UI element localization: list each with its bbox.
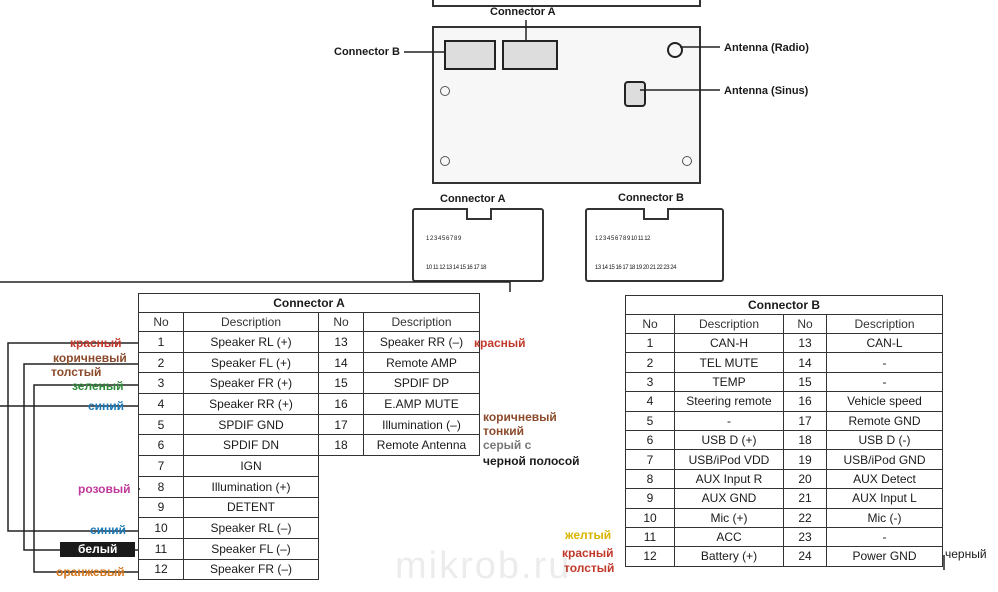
- pinout-to-table-line: [0, 282, 510, 292]
- wire-label-red: красный: [70, 336, 122, 350]
- pin-desc: Speaker RR (+): [184, 394, 319, 415]
- pin-desc: AUX Input L: [827, 489, 943, 508]
- pin-no: 6: [139, 435, 184, 456]
- table-row: [139, 476, 480, 497]
- pin-desc: AUX Detect: [827, 469, 943, 488]
- pin-desc: Battery (+): [675, 547, 784, 566]
- pin-no: 13: [319, 332, 364, 353]
- pin-desc: -: [827, 372, 943, 391]
- pin-no: 9: [139, 497, 184, 518]
- pin-no: 5: [626, 411, 675, 430]
- connector-a-table: [138, 293, 480, 580]
- pin-no: 20: [784, 469, 827, 488]
- pin-desc: SPDIF DN: [184, 435, 319, 456]
- pin-desc: Speaker RL (+): [184, 332, 319, 353]
- pin-desc: TEL MUTE: [675, 353, 784, 372]
- pin-desc: USB D (+): [675, 430, 784, 449]
- table-a-header-desc: Description: [184, 313, 319, 332]
- table-b-caption: Connector B: [626, 296, 943, 315]
- wire-label-blue: синий: [88, 399, 125, 413]
- pin-desc: IGN: [184, 456, 319, 477]
- table-a-header-no2: No: [319, 313, 364, 332]
- table-row: [626, 547, 943, 566]
- pinout-b-title: Connector B: [618, 192, 684, 204]
- pin-desc: -: [827, 527, 943, 546]
- wire-label-green: зеленый: [72, 379, 124, 393]
- pin-desc: Speaker RR (–): [364, 332, 480, 353]
- table-row: [626, 353, 943, 372]
- pin-no: 5: [139, 414, 184, 435]
- pin-desc: USB D (-): [827, 430, 943, 449]
- watermark: mikrob.ru: [395, 545, 572, 587]
- pin-desc: Remote AMP: [364, 352, 480, 373]
- table-row: [626, 469, 943, 488]
- pin-no: 9: [626, 489, 675, 508]
- pinout-a-top-row: 1 2 3 4 5 6 7 8 9: [426, 236, 461, 242]
- wire-label-blue-2: синий: [90, 523, 127, 537]
- pinout-b-bottom-row: 13 14 15 16 17 18 19 20 21 22 23 24: [595, 265, 676, 271]
- pin-no: 22: [784, 508, 827, 527]
- table-row: [626, 411, 943, 430]
- table-row: [139, 332, 480, 353]
- table-row: [139, 394, 480, 415]
- pin-no: 12: [139, 559, 184, 580]
- table-row: [139, 497, 480, 518]
- wire-label-pink: розовый: [78, 482, 131, 496]
- pin-no: 15: [784, 372, 827, 391]
- connector-a-callout: Connector A: [490, 6, 556, 18]
- pin-desc: CAN-L: [827, 334, 943, 353]
- table-b-header-no2: No: [784, 315, 827, 334]
- table-a-header-desc2: Description: [364, 313, 480, 332]
- pin-no: 19: [784, 450, 827, 469]
- pin-no: 18: [319, 435, 364, 456]
- wire-label-orange: оранжевый: [56, 565, 125, 579]
- pin-desc: Vehicle speed: [827, 392, 943, 411]
- wire-label-brown-thick-2: толстый: [51, 365, 102, 379]
- pin-no: 11: [139, 538, 184, 559]
- table-a-header-no: No: [139, 313, 184, 332]
- pin-no: 4: [626, 392, 675, 411]
- table-b-header-desc: Description: [675, 315, 784, 334]
- pin-desc: -: [827, 353, 943, 372]
- wire-label-black: черный: [945, 547, 987, 561]
- pin-no: 16: [784, 392, 827, 411]
- table-row: [139, 373, 480, 394]
- table-row: [139, 456, 480, 477]
- pin-no: 6: [626, 430, 675, 449]
- table-row: [626, 489, 943, 508]
- pin-no: 18: [784, 430, 827, 449]
- pin-desc: Speaker FR (+): [184, 373, 319, 394]
- pin-desc: DETENT: [184, 497, 319, 518]
- pin-desc: Power GND: [827, 547, 943, 566]
- pin-desc: AUX GND: [675, 489, 784, 508]
- pin-desc: Remote Antenna: [364, 435, 480, 456]
- pin-desc: SPDIF GND: [184, 414, 319, 435]
- table-row: [139, 414, 480, 435]
- pin-desc: -: [675, 411, 784, 430]
- table-row: [139, 518, 480, 539]
- pin-desc: E.AMP MUTE: [364, 394, 480, 415]
- table-row: [626, 450, 943, 469]
- pin-no: 3: [139, 373, 184, 394]
- pin-desc: Steering remote: [675, 392, 784, 411]
- pinout-b-top-row: 1 2 3 4 5 6 7 8 9 10 11 12: [595, 236, 650, 242]
- pin-no: 21: [784, 489, 827, 508]
- pin-desc: SPDIF DP: [364, 373, 480, 394]
- pin-no: 17: [319, 414, 364, 435]
- pin-no: 8: [626, 469, 675, 488]
- pin-no: 10: [626, 508, 675, 527]
- pin-desc: Mic (-): [827, 508, 943, 527]
- pin-desc: Illumination (–): [364, 414, 480, 435]
- pin-no: 1: [139, 332, 184, 353]
- wire-label-brown-thin-2: тонкий: [483, 424, 525, 438]
- pin-desc: Mic (+): [675, 508, 784, 527]
- table-row: [626, 392, 943, 411]
- pin-no: 2: [139, 352, 184, 373]
- pin-desc: ACC: [675, 527, 784, 546]
- pin-no: 23: [784, 527, 827, 546]
- pin-no: 24: [784, 547, 827, 566]
- pin-desc: AUX Input R: [675, 469, 784, 488]
- table-b-header-desc2: Description: [827, 315, 943, 334]
- wire-label-red-b12-2: толстый: [564, 561, 615, 575]
- pin-no: 1: [626, 334, 675, 353]
- pin-desc: Speaker FR (–): [184, 559, 319, 580]
- pin-no: 17: [784, 411, 827, 430]
- table-b-header-no: No: [626, 315, 675, 334]
- pin-desc: Illumination (+): [184, 476, 319, 497]
- pin-desc: Speaker FL (–): [184, 538, 319, 559]
- pin-desc: USB/iPod VDD: [675, 450, 784, 469]
- table-row: [626, 334, 943, 353]
- pin-no: 4: [139, 394, 184, 415]
- pin-no: 2: [626, 353, 675, 372]
- wire-label-grey-stripe-2: черной полосой: [483, 454, 580, 468]
- pin-no: 13: [784, 334, 827, 353]
- table-a-caption: Connector A: [139, 294, 480, 313]
- pin-desc: Remote GND: [827, 411, 943, 430]
- pin-no: 14: [784, 353, 827, 372]
- pin-no: 14: [319, 352, 364, 373]
- antenna-radio-label: Antenna (Radio): [724, 42, 809, 54]
- table-row: [626, 372, 943, 391]
- wire-label-brown-thin: коричневый: [483, 410, 557, 424]
- pin-desc: Speaker FL (+): [184, 352, 319, 373]
- wire-label-brown-thick: коричневый: [53, 351, 127, 365]
- pin-no: 7: [626, 450, 675, 469]
- pin-no: 7: [139, 456, 184, 477]
- pin-no: 12: [626, 547, 675, 566]
- pin-no: 15: [319, 373, 364, 394]
- wire-label-white: белый: [60, 542, 135, 557]
- wire-label-grey-stripe: серый с: [483, 438, 532, 452]
- table-row: [139, 435, 480, 456]
- pinout-a-title: Connector A: [440, 193, 506, 205]
- antenna-sinus-label: Antenna (Sinus): [724, 85, 809, 97]
- pin-no: 16: [319, 394, 364, 415]
- pin-desc: USB/iPod GND: [827, 450, 943, 469]
- pin-desc: CAN-H: [675, 334, 784, 353]
- pin-desc: Speaker RL (–): [184, 518, 319, 539]
- pin-no: 3: [626, 372, 675, 391]
- table-row: [626, 508, 943, 527]
- table-row: [626, 430, 943, 449]
- pin-no: 8: [139, 476, 184, 497]
- pin-no: 10: [139, 518, 184, 539]
- connector-b-table: [625, 295, 943, 567]
- pin-no: 11: [626, 527, 675, 546]
- wire-label-red-13: красный: [474, 336, 526, 350]
- connector-b-callout: Connector B: [334, 46, 400, 58]
- pin-desc: TEMP: [675, 372, 784, 391]
- table-row: [139, 352, 480, 373]
- pinout-a-bottom-row: 10 11 12 13 14 15 16 17 18: [426, 265, 486, 271]
- wire-label-yellow: желтый: [565, 528, 612, 542]
- wire-label-red-b12: красный: [562, 546, 614, 560]
- table-row: [626, 527, 943, 546]
